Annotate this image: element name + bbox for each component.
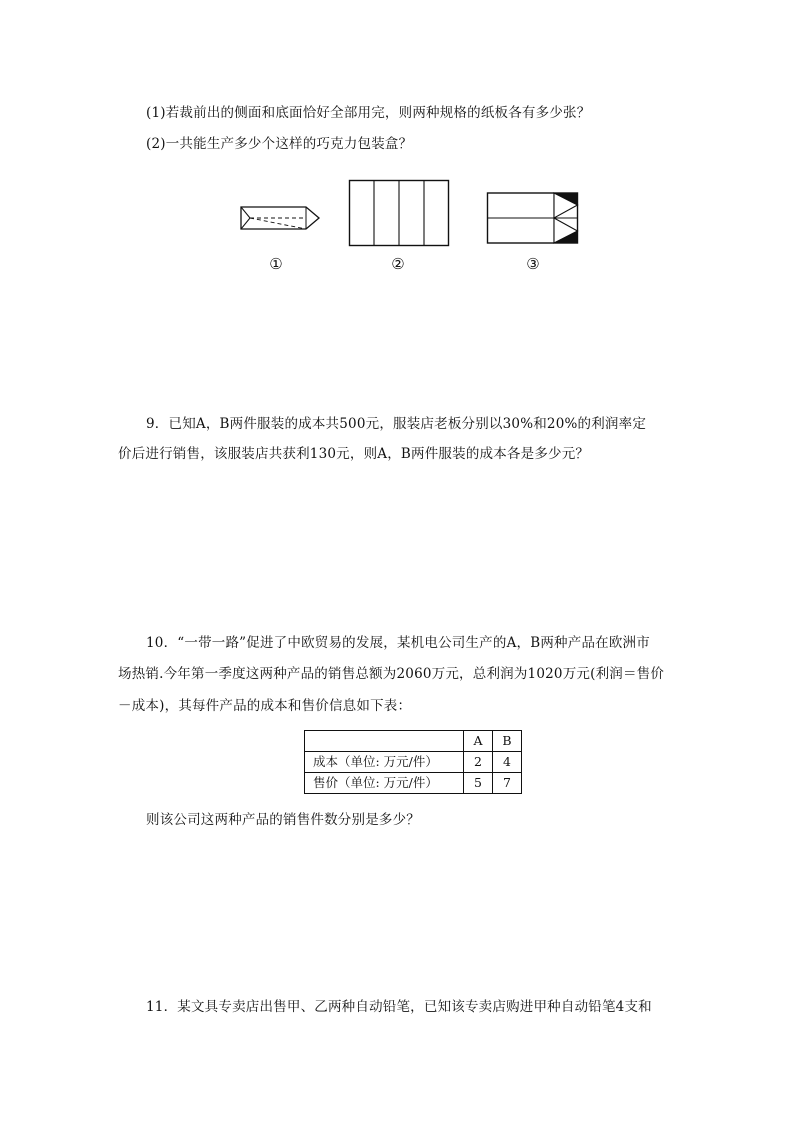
q10-line1: 10．“一带一路”促进了中欧贸易的发展，某机电公司生产的A，B两种产品在欧洲市 [146, 635, 650, 651]
q9-line2: 价后进行销售，该服装店共获利130元，则A，B两件服装的成本各是多少元？ [118, 446, 590, 462]
table-header-b: B [493, 731, 522, 752]
table-header-a: A [464, 731, 493, 752]
figure-3-label: ③ [526, 255, 540, 273]
figure-2-side-panel [348, 179, 450, 247]
table-cell: 2 [464, 752, 493, 773]
figure-3-bottom-panel [486, 190, 580, 246]
table-cell: 7 [493, 773, 522, 794]
q9-line1: 9．已知A，B两件服装的成本共500元，服装店老板分别以30%和20%的利润率定 [146, 416, 647, 432]
q10-question: 则该公司这两种产品的销售件数分别是多少？ [146, 812, 420, 828]
table-cell: 5 [464, 773, 493, 794]
figure-2-label: ② [391, 255, 405, 273]
q10-line2: 场热销.今年第一季度这两种产品的销售总额为2060万元，总利润为1020万元(利润＝售价 [118, 666, 665, 682]
table-cell: 4 [493, 752, 522, 773]
q8-part2: (2)一共能生产多少个这样的巧克力包装盒？ [146, 136, 413, 152]
table-cell [305, 731, 464, 752]
table-row [305, 773, 522, 794]
q8-part1: (1)若裁前出的侧面和底面恰好全部用完，则两种规格的纸板各有多少张？ [146, 105, 591, 121]
table-header-row [305, 731, 522, 752]
figure-1-label: ① [269, 255, 283, 273]
table-row-label: 成本（单位: 万元/件） [305, 752, 464, 773]
cost-price-table [304, 730, 522, 794]
q10-line3: －成本)，其每件产品的成本和售价信息如下表： [118, 698, 412, 714]
q11-line1: 11．某文具专卖店出售甲、乙两种自动铅笔，已知该专卖店购进甲种自动铅笔4支和 [146, 999, 652, 1015]
figure-1-prism-box [238, 200, 324, 236]
table-row [305, 752, 522, 773]
table-row-label: 售价（单位: 万元/件） [305, 773, 464, 794]
